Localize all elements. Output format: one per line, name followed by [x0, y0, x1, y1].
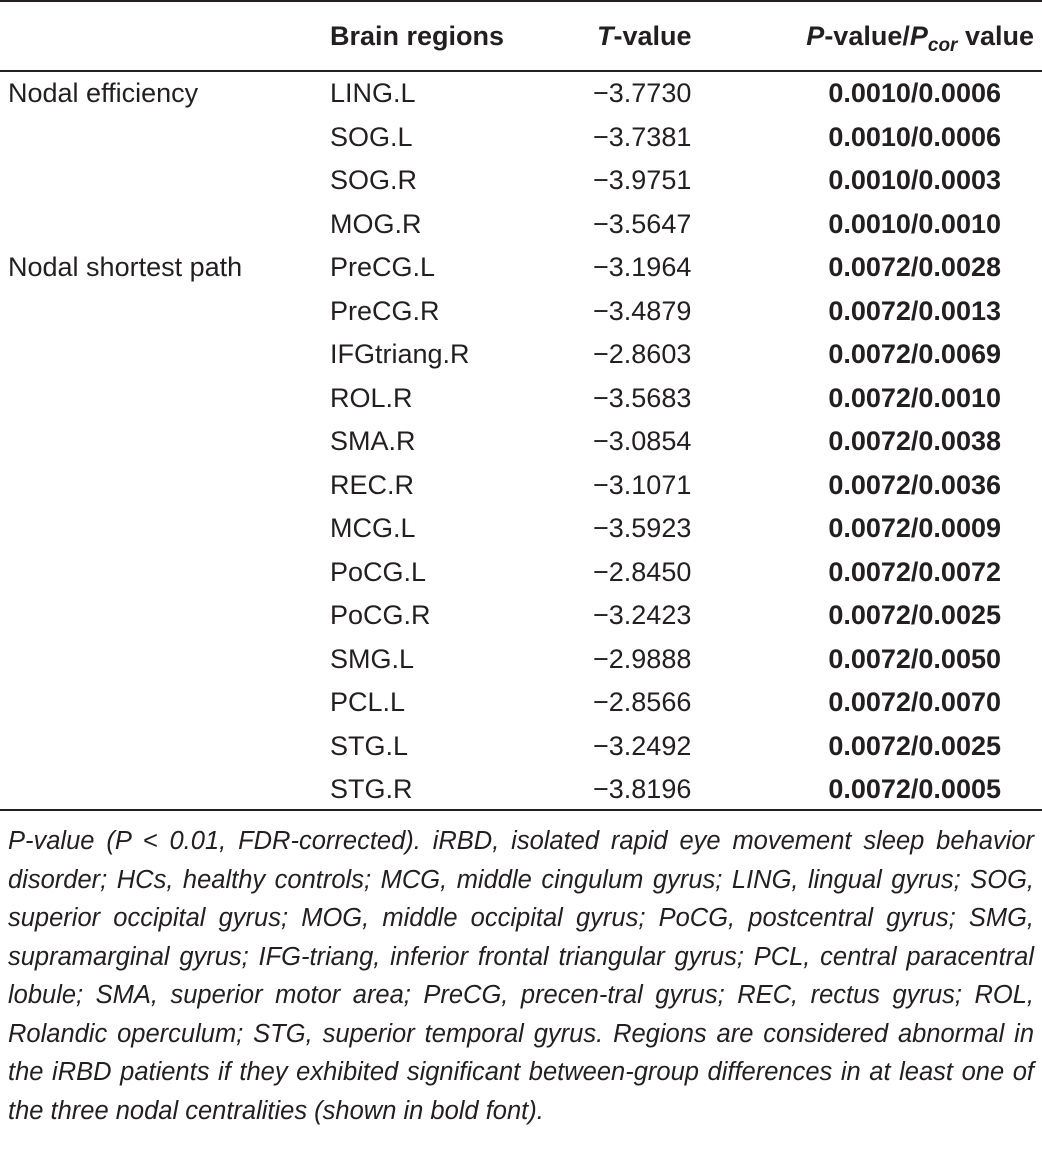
cell-p-value: 0.0010/0.0006	[828, 121, 1001, 152]
cell-region: PreCG.L	[330, 252, 436, 282]
cell-p-value: 0.0072/0.0072	[828, 556, 1001, 587]
cell-region: SOG.L	[330, 121, 413, 152]
table-row	[0, 725, 1042, 769]
cell-p-value: 0.0010/0.0003	[828, 165, 1001, 195]
cell-region: STG.R	[330, 774, 413, 804]
cell-p-value: 0.0072/0.0025	[828, 730, 1001, 761]
table-row	[0, 246, 1042, 290]
cell-t-value: −3.1964	[593, 252, 692, 282]
table-row	[0, 551, 1042, 595]
table-row	[0, 333, 1042, 377]
cell-p-value: 0.0072/0.0070	[828, 687, 1001, 717]
header-p-value	[806, 14, 1034, 58]
header-t-rest: -value	[613, 21, 692, 51]
table-row	[0, 159, 1042, 203]
table-row	[0, 203, 1042, 247]
cell-region: SMG.L	[330, 643, 415, 674]
cell-t-value: −3.2492	[593, 730, 692, 761]
cell-p-value: 0.0072/0.0005	[828, 774, 1001, 804]
cell-t-value: −3.1071	[593, 469, 692, 500]
table-row	[0, 290, 1042, 334]
table-row	[0, 72, 1042, 116]
cell-t-value: −3.8196	[593, 774, 692, 804]
cell-region: ROL.R	[330, 382, 413, 413]
table-row	[0, 768, 1042, 812]
header-brain-regions: Brain regions	[330, 21, 505, 51]
cell-p-value: 0.0072/0.0038	[828, 426, 1001, 456]
header-p-italic: P	[806, 21, 825, 51]
table-row	[0, 594, 1042, 638]
table-row	[0, 681, 1042, 725]
table-row	[0, 507, 1042, 551]
cell-t-value: −3.4879	[593, 295, 692, 326]
cell-region: SMA.R	[330, 426, 416, 456]
cell-region: SOG.R	[330, 165, 418, 195]
cell-p-value: 0.0072/0.0010	[828, 382, 1001, 413]
cell-t-value: −3.9751	[593, 165, 692, 195]
cell-region: MOG.R	[330, 208, 422, 239]
cell-p-value: 0.0072/0.0025	[828, 600, 1001, 630]
cell-p-value: 0.0072/0.0036	[828, 469, 1001, 500]
table-row	[0, 638, 1042, 682]
cell-region: LING.L	[330, 78, 416, 108]
cell-t-value: −3.2423	[593, 600, 692, 630]
cell-t-value: −2.8603	[593, 339, 692, 369]
cell-measure: Nodal efficiency	[8, 78, 199, 108]
cell-p-value: 0.0072/0.0069	[828, 339, 1001, 369]
cell-t-value: −3.0854	[593, 426, 692, 456]
cell-t-value: −2.9888	[593, 643, 692, 674]
header-p-rest: value	[957, 21, 1034, 51]
cell-region: PoCG.R	[330, 600, 431, 630]
table-top-rule	[0, 0, 1042, 2]
cell-region: PoCG.L	[330, 556, 427, 587]
table-row	[0, 116, 1042, 160]
table-bottom-rule	[0, 809, 1042, 811]
cell-p-value: 0.0072/0.0050	[828, 643, 1001, 674]
cell-t-value: −2.8566	[593, 687, 692, 717]
cell-p-value: 0.0010/0.0010	[828, 208, 1001, 239]
cell-p-value: 0.0010/0.0006	[828, 78, 1001, 108]
cell-t-value: −3.7730	[593, 78, 692, 108]
cell-measure: Nodal shortest path	[8, 252, 243, 282]
header-p-italic-2: P	[909, 21, 928, 51]
cell-region: MCG.L	[330, 513, 416, 543]
cell-p-value: 0.0072/0.0013	[828, 295, 1001, 326]
table-row	[0, 420, 1042, 464]
cell-p-value: 0.0072/0.0028	[828, 252, 1001, 282]
cell-region: PCL.L	[330, 687, 406, 717]
table-footnote: P-value (P < 0.01, FDR-corrected). iRBD, isolated rapid eye movement sleep behavior disorder; HCs, healthy controls; MCG, middle cingulum gyrus; LING, lingual gyrus; SOG, superior occipital gyrus; MOG, middle occipital gyrus; PoCG, postcentral gyrus; SMG, supramarginal gyrus; IFG-triang, inferior frontal triangular gyrus; PCL, central paracentral lobule; SMA, superior motor area; PreCG, precen-tral gyrus; REC, rectus gyrus; ROL, Rolandic operculum; STG, superior temporal gyrus. Regions are considered abnormal in the iRBD patients if they exhibited significant between-group differences in at least one of the three nodal centralities (shown in bold font).	[8, 827, 1034, 1125]
cell-region: REC.R	[330, 469, 415, 500]
cell-region: STG.L	[330, 730, 409, 761]
cell-t-value: −3.5923	[593, 513, 692, 543]
table-row	[0, 464, 1042, 508]
table-row	[0, 377, 1042, 421]
cell-region: IFGtriang.R	[330, 339, 470, 369]
header-t-italic: T	[597, 21, 614, 51]
header-p-subscript: cor	[927, 35, 958, 56]
cell-t-value: −2.8450	[593, 556, 692, 587]
cell-t-value: −3.5683	[593, 382, 692, 413]
header-t-value	[597, 14, 692, 58]
cell-region: PreCG.R	[330, 295, 440, 326]
cell-p-value: 0.0072/0.0009	[828, 513, 1001, 543]
header-p-mid: -value/	[824, 21, 910, 51]
cell-t-value: −3.5647	[593, 208, 692, 239]
cell-t-value: −3.7381	[593, 121, 692, 152]
